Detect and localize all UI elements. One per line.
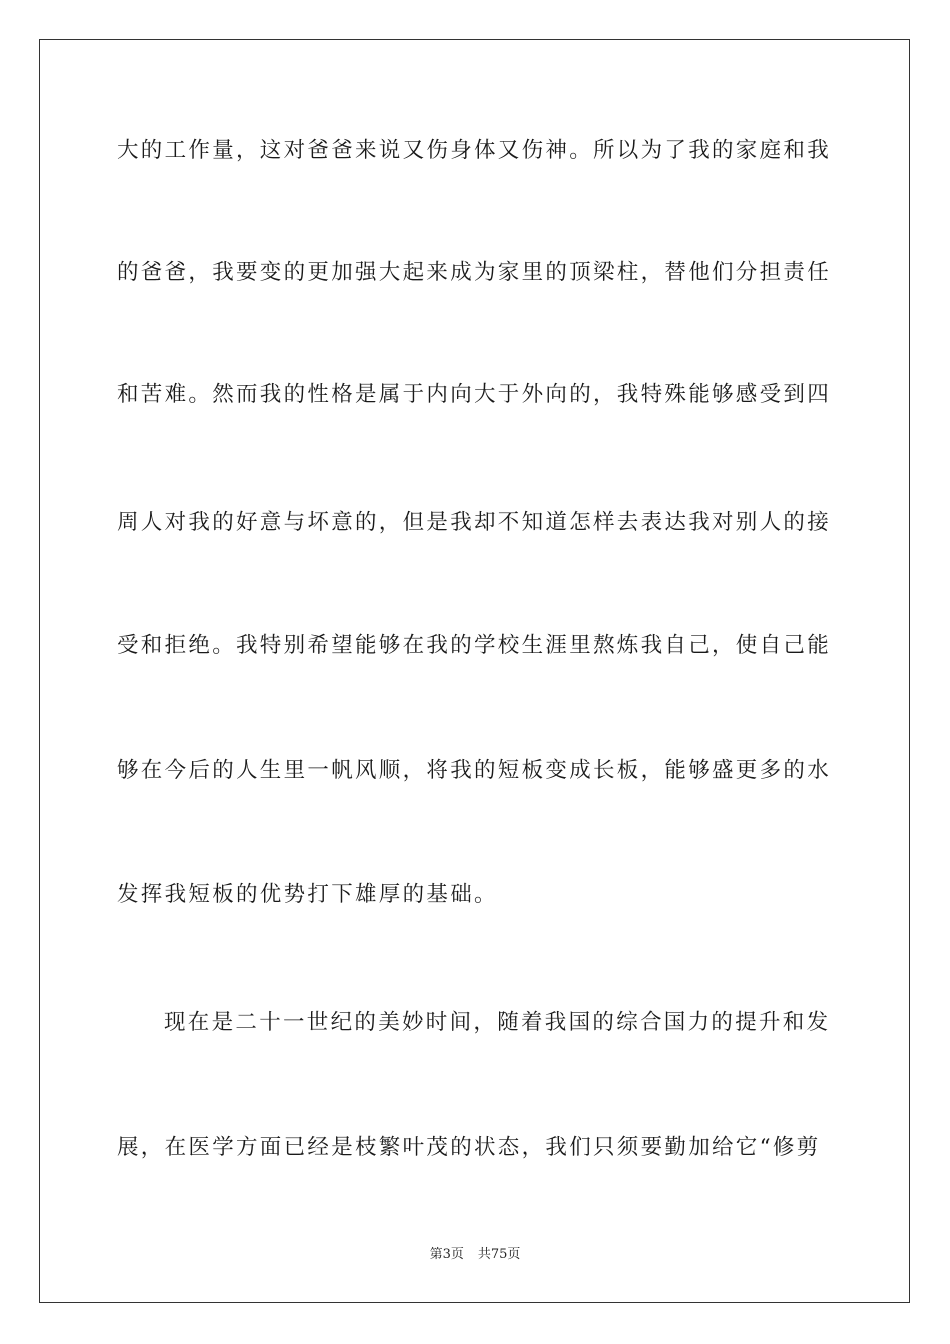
page-number: 第3页 — [429, 1247, 464, 1262]
page-border — [39, 39, 910, 1303]
text-line-1: 大的工作量，这对爸爸来说又伤身体又伤神。所以为了我的家庭和我 — [117, 138, 832, 163]
text-line-9: 展，在医学方面已经是枝繁叶茂的状态，我们只须要勤加给它“修剪 — [117, 1135, 821, 1160]
text-line-2: 的爸爸，我要变的更加强大起来成为家里的顶梁柱，替他们分担责任 — [117, 260, 832, 285]
text-line-4: 周人对我的好意与坏意的，但是我却不知道怎样去表达我对别人的接 — [117, 510, 832, 535]
text-line-7: 发挥我短板的优势打下雄厚的基础。 — [117, 882, 498, 907]
page-footer — [0, 1246, 950, 1264]
text-line-8-paragraph-start: 现在是二十一世纪的美妙时间，随着我国的综合国力的提升和发 — [164, 1010, 831, 1035]
text-line-6: 够在今后的人生里一帆风顺，将我的短板变成长板，能够盛更多的水 — [117, 758, 832, 783]
total-pages: 共75页 — [477, 1247, 521, 1262]
text-line-5: 受和拒绝。我特别希望能够在我的学校生涯里熬炼我自己，使自己能 — [117, 633, 832, 658]
text-line-3: 和苦难。然而我的性格是属于内向大于外向的，我特殊能够感受到四 — [117, 382, 832, 407]
